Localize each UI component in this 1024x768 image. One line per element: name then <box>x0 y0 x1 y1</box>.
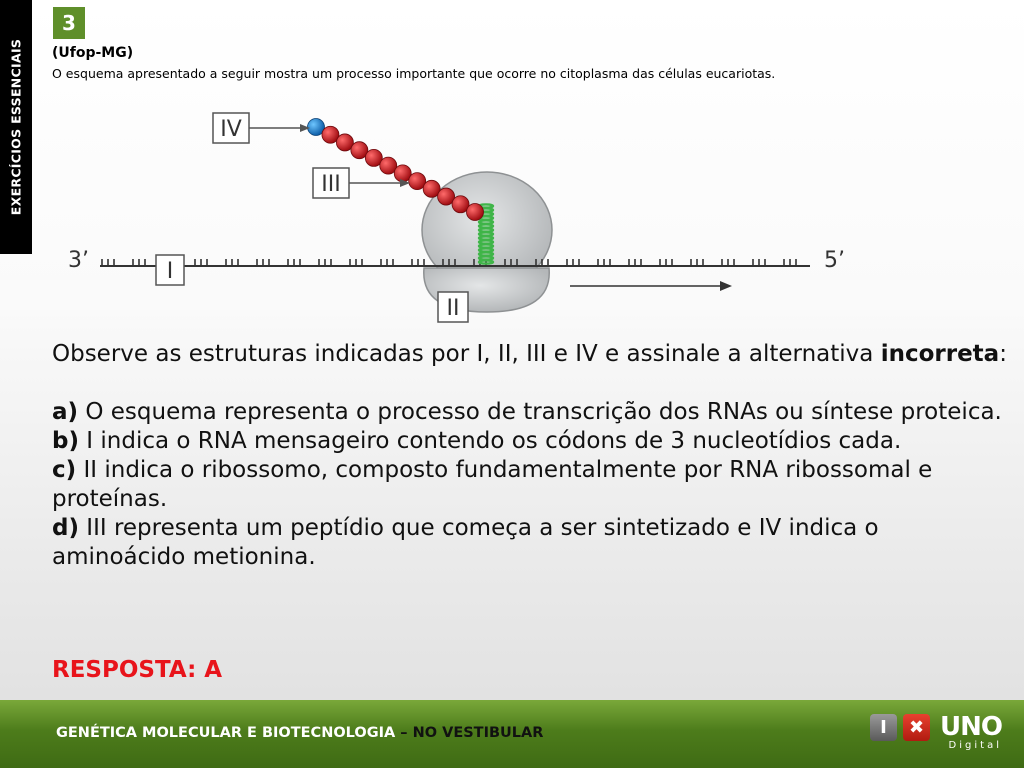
option-b: b) I indica o RNA mensageiro contendo os códons de 3 nucleotídios cada. <box>52 428 902 454</box>
question-source: (Ufop-MG) <box>52 45 134 61</box>
label-i <box>156 255 184 285</box>
question-body <box>52 340 1012 572</box>
mrna-codon-ticks <box>102 259 796 266</box>
option-c: c) II indica o ribossomo, composto fundamentalmente por RNA ribossomal e proteínas. <box>52 457 933 512</box>
end-5-prime: 5’ <box>824 248 845 273</box>
end-3-prime: 3’ <box>68 248 89 273</box>
logo-digital: Digital <box>948 740 1002 751</box>
label-ii <box>438 292 468 322</box>
logo-x-icon: ✖ <box>903 714 930 741</box>
translation-diagram <box>60 100 860 330</box>
answer-text: RESPOSTA: A <box>52 657 223 683</box>
svg-text:IV: IV <box>220 117 242 142</box>
question-number: 3 <box>53 7 85 39</box>
side-label: EXERCÍCIOS ESSENCIAIS <box>8 38 24 216</box>
option-d: d) III representa um peptídio que começa a ser sintetizado e IV indica o aminoácido metionina. <box>52 515 879 570</box>
svg-text:III: III <box>321 172 341 197</box>
question-intro: O esquema apresentado a seguir mostra um processo importante que ocorre no citoplasma das células eucariotas. <box>52 66 776 81</box>
option-a: a) O esquema representa o processo de transcrição dos RNAs ou síntese proteica. <box>52 399 1002 425</box>
question-prompt: Observe as estruturas indicadas por I, II, III e IV e assinale a alternativa incorreta: <box>52 341 1007 367</box>
svg-text:I: I <box>166 259 174 284</box>
footer-title: GENÉTICA MOLECULAR E BIOTECNOLOGIA – NO VESTIBULAR <box>56 725 544 741</box>
logo-i-icon: I <box>870 714 897 741</box>
label-iv <box>213 113 310 143</box>
uno-logo <box>870 714 1002 752</box>
svg-text:II: II <box>446 296 460 321</box>
logo-uno: UNO <box>940 712 1002 742</box>
side-tab <box>0 0 32 254</box>
